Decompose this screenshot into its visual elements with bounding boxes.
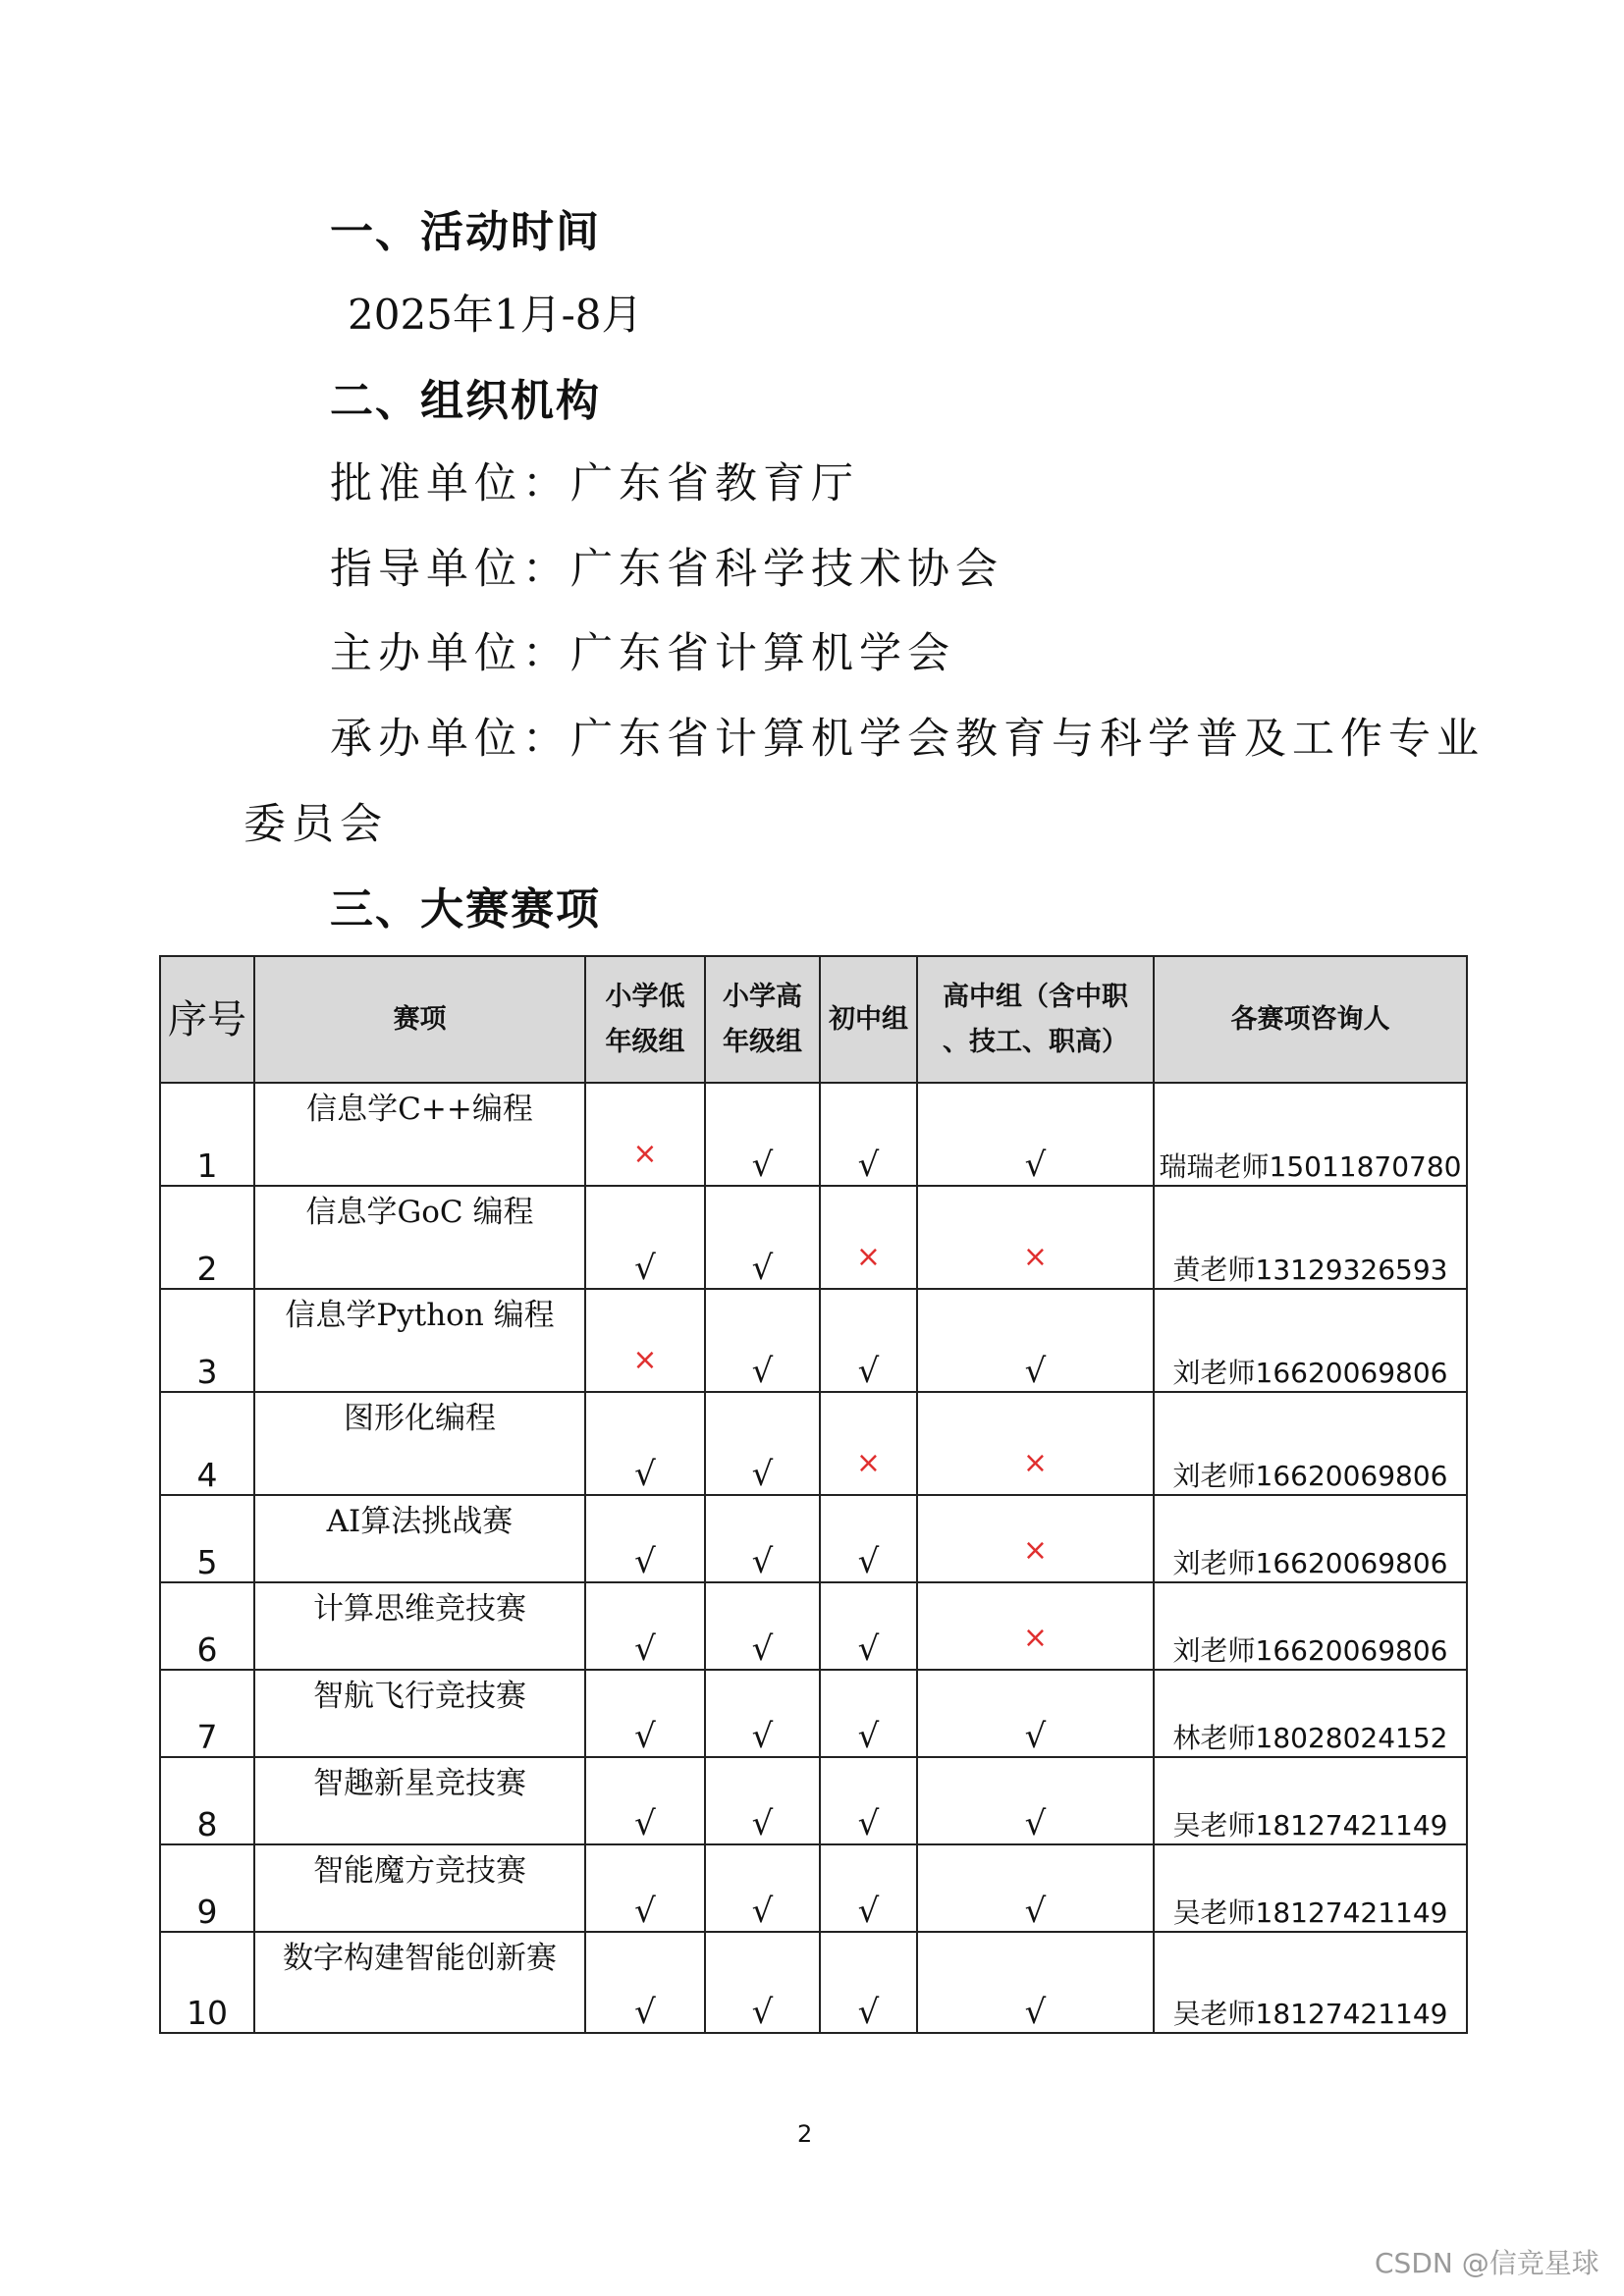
table-row [160,1083,1467,1186]
check-mark-icon: √ [585,1757,705,1844]
table-row [160,1495,1467,1582]
approval-unit: 批准单位：广东省教育厅 [330,459,859,508]
row-seq: 6 [160,1582,254,1670]
header-senior-line2: 、技工、职高） [943,1026,1128,1057]
row-seq: 3 [160,1289,254,1392]
row-event-name: 图形化编程 [254,1392,585,1495]
cross-mark-icon: × [917,1186,1154,1289]
check-mark-icon: √ [705,1582,820,1670]
check-mark-icon: √ [820,1289,917,1392]
check-mark-icon: √ [705,1757,820,1844]
header-contact: 各赛项咨询人 [1154,956,1467,1083]
check-mark-icon: √ [705,1495,820,1582]
section-heading-organization: 二、组织机构 [330,376,601,426]
check-mark-icon: √ [705,1083,820,1186]
row-event-name: 智航飞行竞技赛 [254,1670,585,1757]
cross-mark-icon: × [820,1186,917,1289]
guidance-unit: 指导单位：广东省科学技术协会 [330,545,1003,594]
page-number: 2 [797,2120,813,2148]
cross-mark-icon: × [917,1495,1154,1582]
table-row [160,1932,1467,2033]
row-contact: 吴老师18127421149 [1154,1844,1467,1932]
check-mark-icon: √ [820,1844,917,1932]
row-seq: 9 [160,1844,254,1932]
organizer-unit-line2: 委员会 [244,800,388,849]
check-mark-icon: √ [917,1289,1154,1392]
check-mark-icon: √ [585,1186,705,1289]
header-primary-low-line1: 小学低 [605,981,685,1012]
table-row [160,1757,1467,1844]
check-mark-icon: √ [917,1757,1154,1844]
table-row [160,1289,1467,1392]
check-mark-icon: √ [585,1582,705,1670]
cross-mark-icon: × [917,1582,1154,1670]
events-table-body [160,1083,1467,2033]
row-seq: 2 [160,1186,254,1289]
organizer-unit-line1: 承办单位：广东省计算机学会教育与科学普及工作专业 [330,715,1485,764]
check-mark-icon: √ [705,1186,820,1289]
row-seq: 8 [160,1757,254,1844]
header-junior: 初中组 [820,956,917,1083]
cross-mark-icon: × [820,1392,917,1495]
check-mark-icon: √ [705,1392,820,1495]
header-senior-line1: 高中组（含中职 [943,981,1128,1012]
check-mark-icon: √ [585,1932,705,2033]
row-event-name: 信息学GoC 编程 [254,1186,585,1289]
header-event: 赛项 [254,956,585,1083]
row-contact: 刘老师16620069806 [1154,1495,1467,1582]
row-seq: 7 [160,1670,254,1757]
watermark: CSDN @信竞星球 [1375,2247,1599,2279]
table-row [160,1186,1467,1289]
header-primary-low-line2: 年级组 [605,1026,685,1057]
row-event-name: 智趣新星竞技赛 [254,1757,585,1844]
check-mark-icon: √ [705,1670,820,1757]
row-contact: 林老师18028024152 [1154,1670,1467,1757]
check-mark-icon: √ [917,1083,1154,1186]
row-contact: 瑞瑞老师15011870780 [1154,1083,1467,1186]
row-contact: 刘老师16620069806 [1154,1289,1467,1392]
table-row [160,1844,1467,1932]
check-mark-icon: √ [820,1083,917,1186]
table-row [160,1582,1467,1670]
cross-mark-icon: × [585,1083,705,1186]
section-heading-events: 三、大赛赛项 [330,884,601,934]
header-primary-high-line2: 年级组 [723,1026,802,1057]
row-event-name: 信息学Python 编程 [254,1289,585,1392]
row-event-name: 信息学C++编程 [254,1083,585,1186]
check-mark-icon: √ [917,1932,1154,2033]
check-mark-icon: √ [705,1844,820,1932]
row-seq: 4 [160,1392,254,1495]
row-event-name: 计算思维竞技赛 [254,1582,585,1670]
cross-mark-icon: × [917,1392,1154,1495]
row-seq: 10 [160,1932,254,2033]
check-mark-icon: √ [820,1670,917,1757]
check-mark-icon: √ [917,1670,1154,1757]
check-mark-icon: √ [585,1670,705,1757]
check-mark-icon: √ [820,1582,917,1670]
section-heading-activity-time: 一、活动时间 [330,207,601,257]
row-seq: 1 [160,1083,254,1186]
row-event-name: 智能魔方竞技赛 [254,1844,585,1932]
activity-time-text: 2025年1月-8月 [348,291,643,339]
header-primary-high [705,956,820,1083]
check-mark-icon: √ [585,1495,705,1582]
events-table [159,955,1468,2034]
host-unit: 主办单位：广东省计算机学会 [330,629,955,678]
header-senior [917,956,1154,1083]
check-mark-icon: √ [585,1844,705,1932]
table-row [160,1392,1467,1495]
header-primary-high-line1: 小学高 [723,981,802,1012]
header-primary-low [585,956,705,1083]
check-mark-icon: √ [585,1392,705,1495]
row-event-name: 数字构建智能创新赛 [254,1932,585,2033]
check-mark-icon: √ [705,1289,820,1392]
row-contact: 刘老师16620069806 [1154,1392,1467,1495]
table-header-row [160,956,1467,1083]
row-seq: 5 [160,1495,254,1582]
header-seq: 序号 [160,956,254,1083]
row-contact: 黄老师13129326593 [1154,1186,1467,1289]
check-mark-icon: √ [917,1844,1154,1932]
check-mark-icon: √ [820,1757,917,1844]
check-mark-icon: √ [820,1932,917,2033]
row-event-name: AI算法挑战赛 [254,1495,585,1582]
cross-mark-icon: × [585,1289,705,1392]
table-row [160,1670,1467,1757]
row-contact: 吴老师18127421149 [1154,1757,1467,1844]
check-mark-icon: √ [820,1495,917,1582]
row-contact: 吴老师18127421149 [1154,1932,1467,2033]
row-contact: 刘老师16620069806 [1154,1582,1467,1670]
check-mark-icon: √ [705,1932,820,2033]
